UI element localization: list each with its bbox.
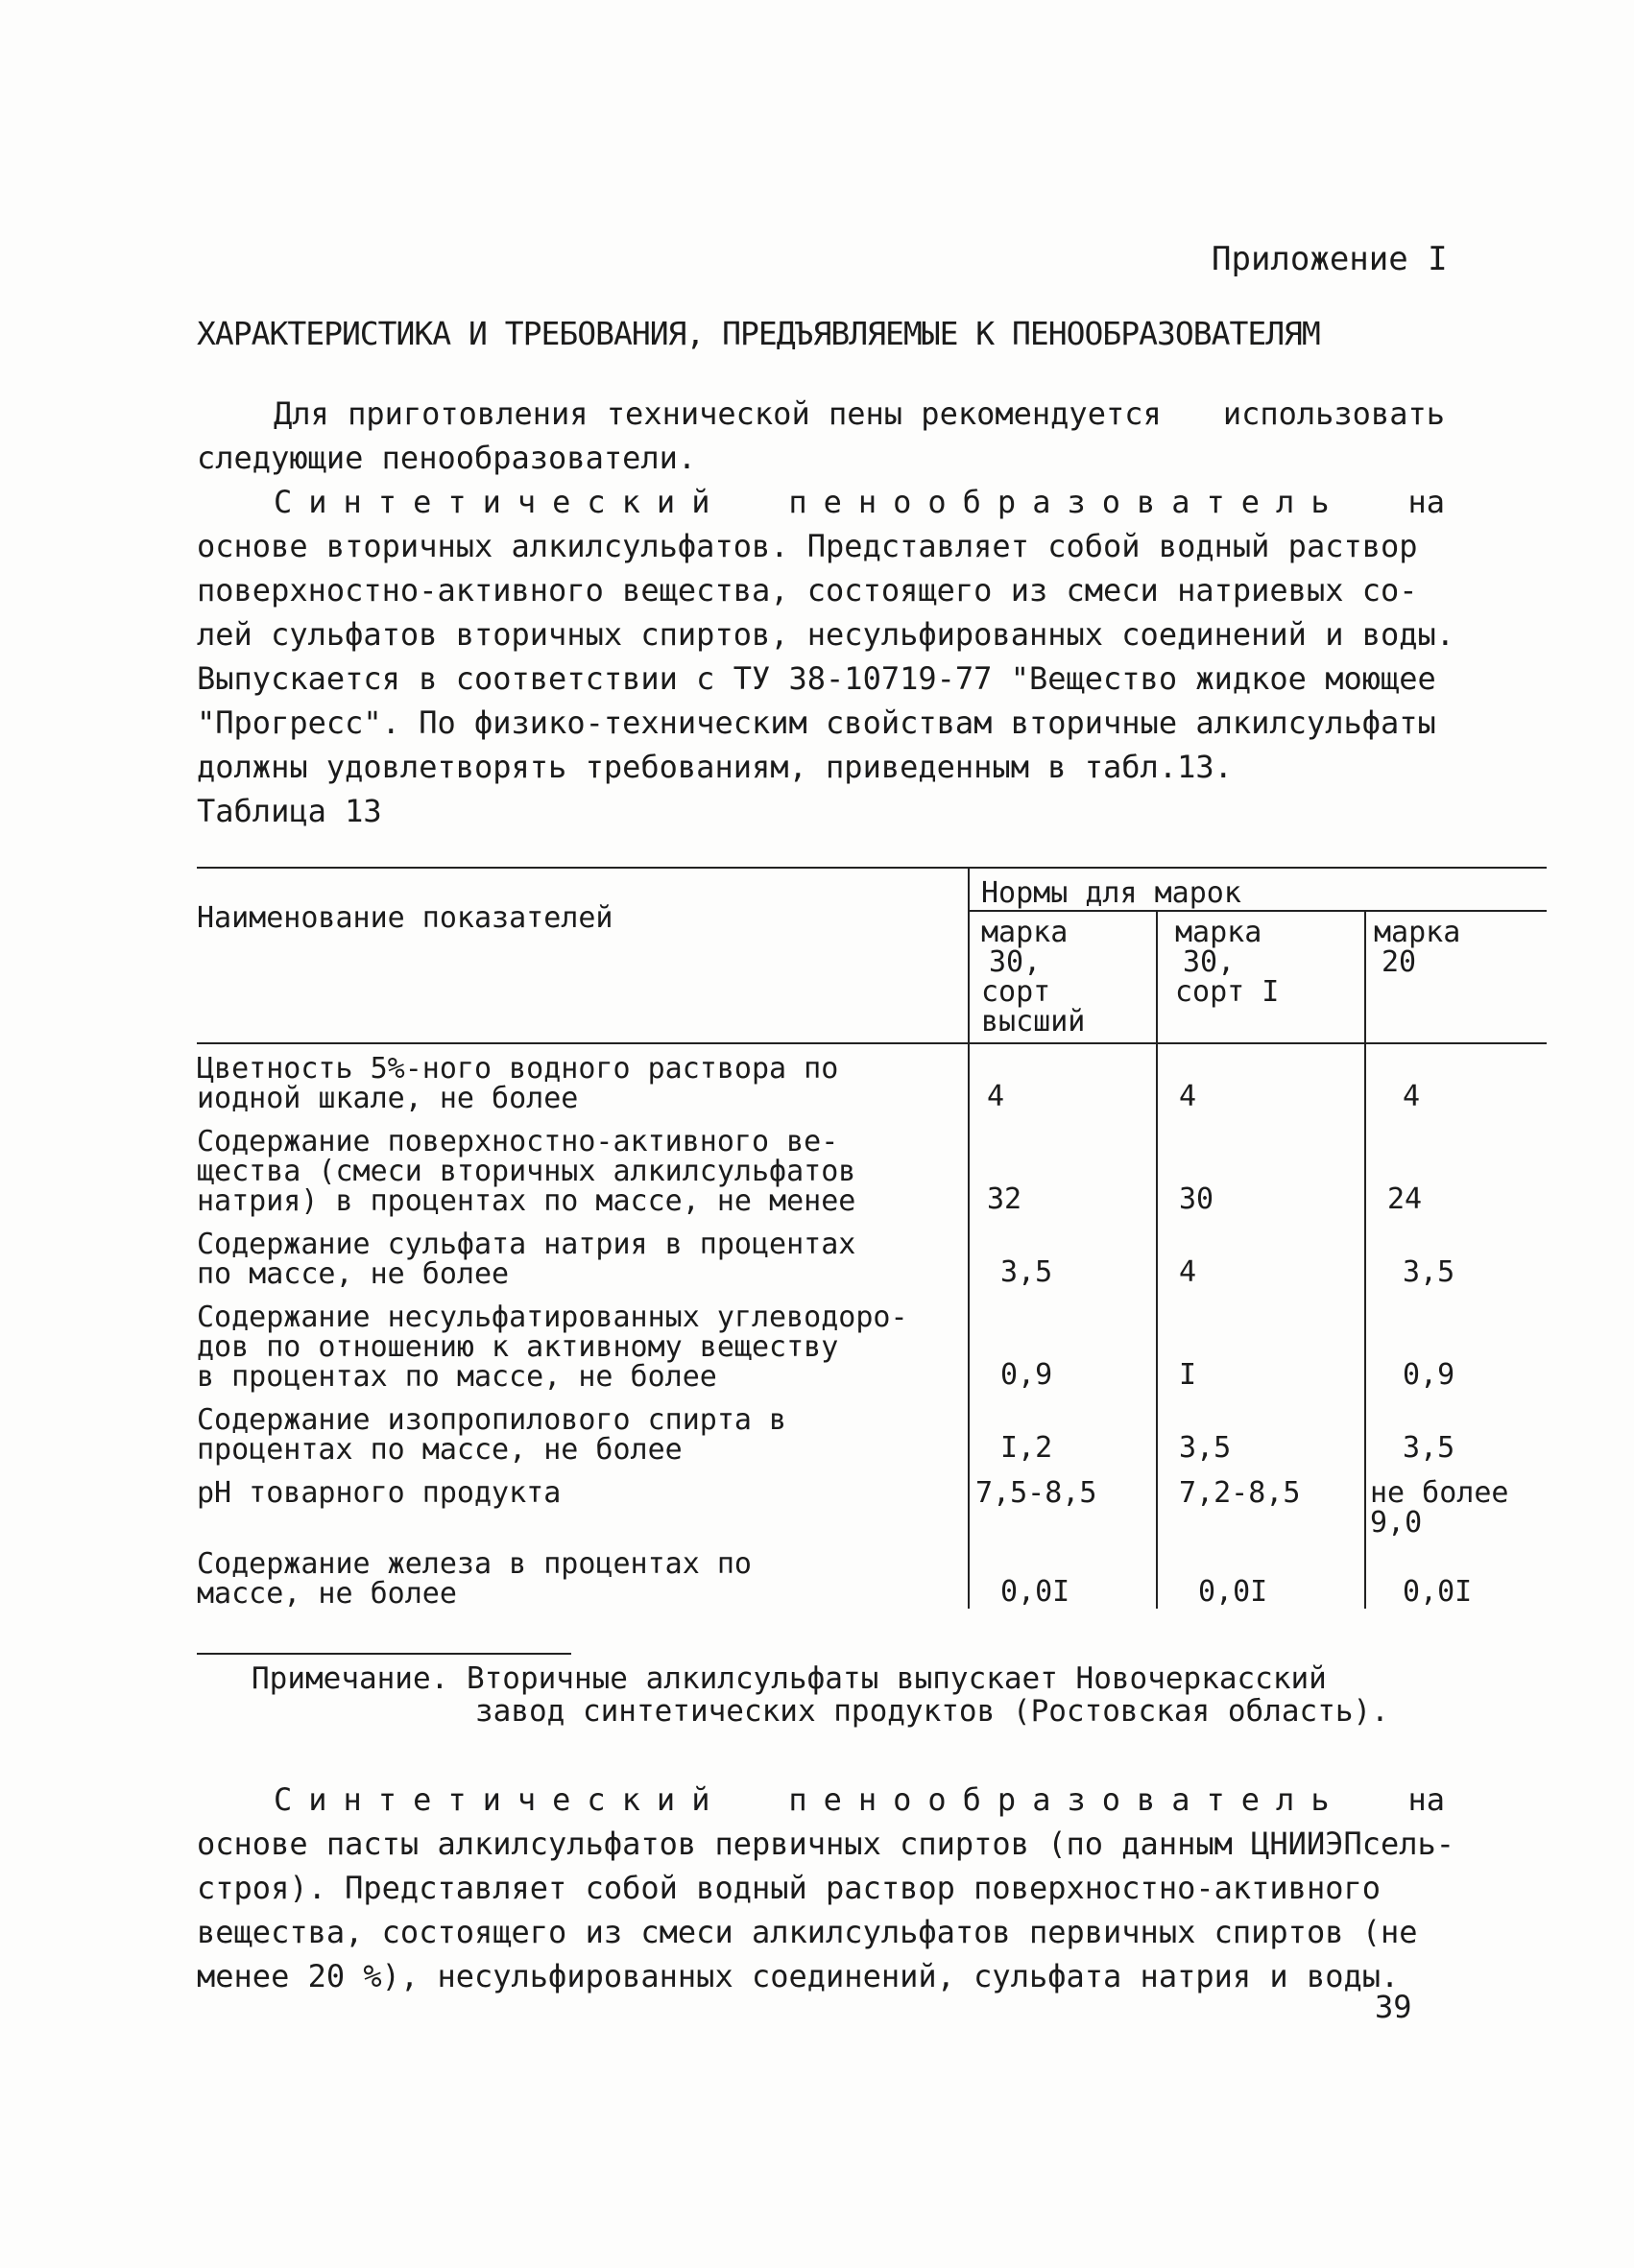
section1-term2: пенообразователь [788,484,1346,520]
appendix-label: Приложение I [1212,240,1448,278]
section1-line: лей сульфатов вторичных спиртов, несульфированных соединений и воды. [197,616,1455,653]
table-row: Цветность 5%-ного водного раствора по иодной шкале, не более 4 4 4 [197,1043,1547,1113]
section1-line: Выпускается в соответствии с ТУ 38-10719-77 "Вещество жидкое моющее [197,660,1436,697]
section2-line: основе пасты алкилсульфатов первичных спиртов (по данным ЦНИИЭПсель- [197,1826,1455,1862]
table-row: Содержание несульфатированных углеводоро- дов по отношению к активному веществу в процентах по массе, не более 0,9 I 0,9 [197,1289,1547,1392]
section2-line: строя). Представляет собой водный раствор поверхностно-активного [197,1870,1381,1906]
table-row: pH товарного продукта 7,5-8,5 7,2-8,5 не более 9,0 [197,1465,1547,1538]
section2-line: вещества, состоящего из смеси алкилсульфатов первичных спиртов (не [197,1914,1418,1950]
page-title: ХАРАКТЕРИСТИКА И ТРЕБОВАНИЯ, ПРЕДЪЯВЛЯЕМЫЕ К ПЕНООБРАЗОВАТЕЛЯМ [197,315,1320,352]
grade-header-3: марка 20 [1365,911,1547,1043]
intro-line: Для приготовления технической пены рекомендуется использовать [274,395,1445,432]
section2-term: Синтетический [274,1781,727,1818]
note-label: Примечание. [252,1661,449,1696]
section2-heading-line: Синтетический пенообразователь на [197,1778,1445,1822]
intro-paragraph [197,392,1445,480]
grade-header-2: марка 30, сорт I [1157,911,1365,1043]
section1-term: Синтетический [274,484,727,520]
table-row: Содержание поверхностно-активного ве- щества (смеси вторичных алкилсульфатов натрия) в процентах по массе, не менее 32 30 24 [197,1113,1547,1216]
table-bottom-rule [197,1653,571,1655]
norms-header: Нормы для марок [969,868,1547,911]
table-row: Содержание железа в процентах по массе, не более 0,0I 0,0I 0,0I [197,1538,1547,1609]
table-row: Содержание изопропилового спирта в процентах по массе, не более I,2 3,5 3,5 [197,1392,1547,1465]
section1-line: поверхностно-активного вещества, состоящего из смеси натриевых со- [197,572,1418,609]
table-row: Содержание сульфата натрия в процентах по массе, не более 3,5 4 3,5 [197,1216,1547,1289]
col-name-header: Наименование показателей [197,868,969,1043]
table-caption: Таблица 13 [197,793,382,829]
section2-paragraph [197,1778,1455,1998]
note-line: завод синтетических продуктов (Ростовская область). [475,1694,1389,1729]
table-13 [197,867,1547,1609]
section2-term2: пенообразователь [788,1781,1346,1818]
section1-line: должны удовлетворять требованиям, приведенным в табл.13. [197,749,1233,785]
table-header-row [197,868,1547,911]
intro-line: следующие пенообразователи. [197,440,697,476]
section1-paragraph [197,480,1455,789]
note-line: Примечание. Вторичные алкилсульфаты выпускает Новочеркасский [252,1661,1327,1696]
section1-line: основе вторичных алкилсульфатов. Представляет собой водный раствор [197,528,1418,564]
grade-header-1: марка 30, сорт высший [969,911,1157,1043]
section2-line: менее 20 %), несульфированных соединений, сульфата натрия и воды. [197,1958,1400,1994]
page-number: 39 [1375,1989,1412,2025]
section1-heading-line: Синтетический пенообразователь на [197,480,1445,524]
section1-line: "Прогресс". По физико-техническим свойствам вторичные алкилсульфаты [197,704,1436,741]
table-note [252,1662,1389,1728]
